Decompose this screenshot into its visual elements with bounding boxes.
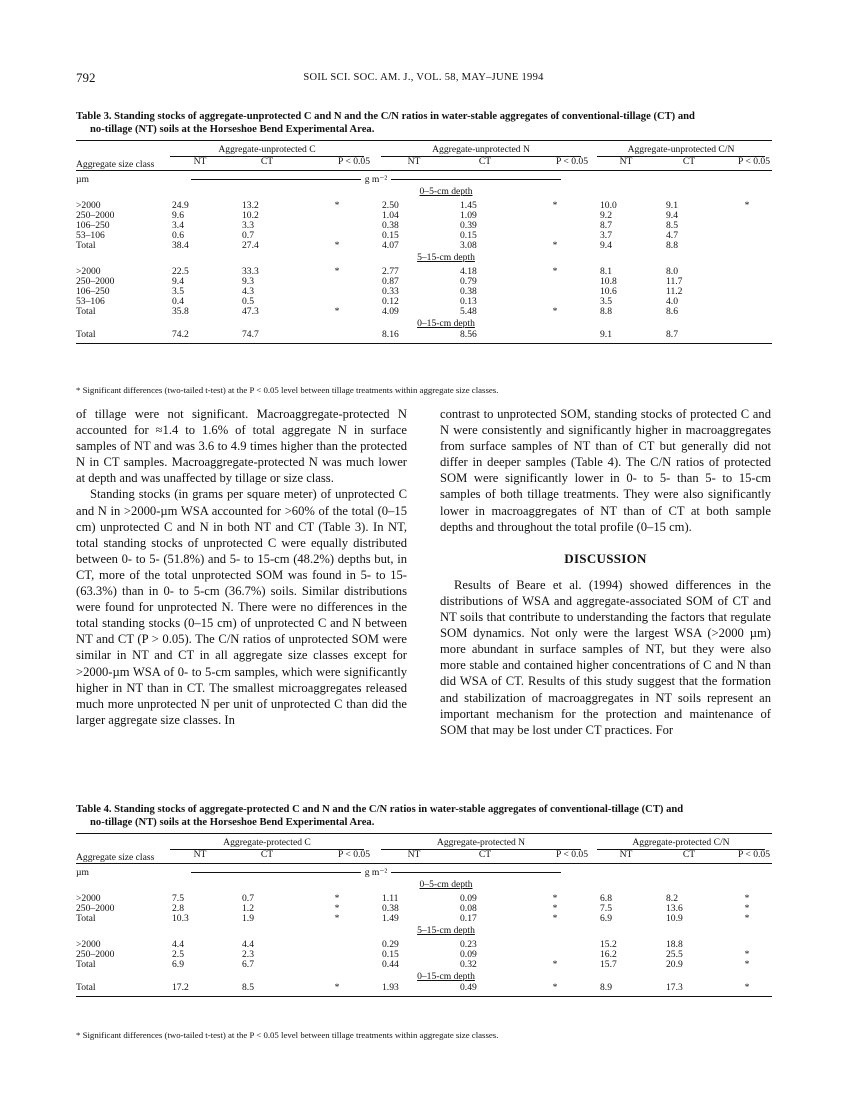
significance-mark: *	[334, 981, 340, 993]
value-cell	[520, 211, 590, 221]
table-row	[76, 982, 772, 996]
value-cell: 8.5	[242, 981, 254, 993]
value-cell	[722, 241, 772, 251]
value-cell	[722, 231, 772, 241]
subcolumn-header: P < 0.05	[738, 849, 770, 860]
value-cell: 0.79	[460, 276, 477, 287]
page-number: 792	[76, 70, 96, 85]
unit-label-gm2: g m⁻²	[364, 174, 388, 185]
value-cell	[722, 211, 772, 221]
discussion-heading: DISCUSSION	[564, 550, 647, 566]
size-class-cell: Total	[76, 913, 96, 924]
significance-mark: *	[334, 200, 340, 211]
value-cell	[722, 297, 772, 307]
table-row	[76, 263, 772, 277]
value-cell: 8.6	[666, 306, 678, 317]
value-cell: 0.5	[242, 296, 254, 307]
subcolumn-header: CT	[682, 156, 696, 167]
value-cell: 7.5	[600, 903, 612, 914]
value-cell	[302, 329, 372, 343]
table-row	[76, 960, 772, 970]
value-cell: 0.4	[172, 296, 184, 307]
value-cell: 3.7	[600, 230, 612, 241]
subcolumn-header: CT	[478, 849, 492, 860]
column-group-header: Aggregate-protected N	[381, 838, 582, 850]
size-class-cell: 250–2000	[76, 949, 115, 960]
value-cell: 9.1	[666, 200, 678, 211]
value-cell	[302, 936, 372, 950]
significance-mark: *	[552, 266, 558, 277]
value-cell: 10.9	[666, 913, 683, 924]
depth-row	[76, 970, 772, 982]
table4-caption-line1: Table 4. Standing stocks of aggregate-protected C and N and the C/N ratios in water-stable aggregates of conventional-tillage (CT) and	[76, 804, 684, 815]
header-subcolumn-row	[76, 157, 772, 171]
significance-mark: *	[552, 959, 558, 970]
significance-mark: *	[744, 981, 750, 993]
value-cell: 20.9	[666, 959, 683, 970]
value-cell: 10.3	[172, 913, 189, 924]
value-cell	[302, 950, 372, 960]
value-cell: 2.5	[172, 949, 184, 960]
value-cell: 0.39	[460, 220, 477, 231]
subcolumn-header: P < 0.05	[738, 156, 770, 167]
depth-row	[76, 185, 772, 197]
value-cell	[722, 329, 772, 343]
value-cell: 0.15	[382, 949, 399, 960]
value-cell: 33.3	[242, 266, 259, 277]
value-cell: 74.7	[242, 328, 259, 340]
value-cell: 0.38	[382, 220, 399, 231]
value-cell: 1.09	[460, 210, 477, 221]
value-cell	[722, 936, 772, 950]
depth-label: 0–5-cm depth	[419, 879, 473, 890]
value-cell: 74.2	[172, 328, 189, 340]
subcolumn-header: P < 0.05	[338, 156, 370, 167]
significance-mark: *	[334, 903, 340, 914]
significance-mark: *	[552, 981, 558, 993]
depth-label: 5–15-cm depth	[417, 925, 475, 936]
significance-mark: *	[552, 893, 558, 904]
value-cell: 9.1	[600, 328, 612, 340]
value-cell: 9.6	[172, 210, 184, 221]
value-cell: 9.3	[242, 276, 254, 287]
size-class-cell: 250–2000	[76, 276, 115, 287]
column-group-header: Aggregate-unprotected C/N	[597, 145, 764, 157]
value-cell: 3.4	[172, 220, 184, 231]
table3-caption-line2: no-tillage (NT) soils at the Horseshoe Bend Experimental Area.	[90, 124, 375, 135]
table-row	[76, 241, 772, 251]
value-cell: 8.8	[600, 306, 612, 317]
value-cell: 0.17	[460, 913, 477, 924]
value-cell: 5.48	[460, 306, 477, 317]
value-cell: 2.3	[242, 949, 254, 960]
size-class-cell: 53–106	[76, 296, 105, 307]
value-cell	[722, 221, 772, 231]
value-cell: 8.7	[600, 220, 612, 231]
value-cell: 22.5	[172, 266, 189, 277]
value-cell: 3.5	[600, 296, 612, 307]
value-cell: 11.7	[666, 276, 683, 287]
value-cell: 6.7	[242, 959, 254, 970]
significance-mark: *	[552, 200, 558, 211]
value-cell	[520, 936, 590, 950]
value-cell: 4.09	[382, 306, 399, 317]
value-cell: 0.49	[460, 981, 477, 993]
value-cell	[302, 960, 372, 970]
table4-caption	[76, 803, 771, 829]
value-cell: 3.08	[460, 240, 477, 251]
value-cell: 9.4	[666, 210, 678, 221]
subcolumn-header: P < 0.05	[556, 849, 588, 860]
unit-dash-right	[391, 872, 561, 873]
size-class-cell: Total	[76, 306, 96, 317]
value-cell: 11.2	[666, 286, 683, 297]
column-group-header: Aggregate-protected C	[170, 838, 363, 850]
right-paragraph-1: contrast to unprotected SOM, standing stocks of protected C and N were consistently and significantly higher in macroaggregates from surface samples of NT than of CT but generally did not differ in deeper samples (Table 4). The C/N ratios of protected SOM were significantly lower in 0- to 5- than 5- to 15-cm samples of both tillage treatments. They were also significantly lower in macroaggregates of NT than of CT at both sample depths and throughout the total profile (0–15 cm).	[440, 407, 771, 534]
left-text-column	[76, 406, 407, 728]
depth-label: 0–5-cm depth	[419, 186, 473, 197]
header-subcolumn-row	[76, 850, 772, 864]
table-row	[76, 890, 772, 904]
value-cell: 8.56	[460, 328, 477, 340]
depth-label: 0–15-cm depth	[417, 318, 475, 329]
value-cell: 3.5	[172, 286, 184, 297]
value-cell: 8.1	[600, 266, 612, 277]
column-group-header: Aggregate-protected C/N	[597, 838, 764, 850]
value-cell: 9.2	[600, 210, 612, 221]
size-class-cell: 250–2000	[76, 903, 115, 914]
table3-caption	[76, 110, 771, 136]
significance-mark: *	[552, 903, 558, 914]
value-cell: 9.4	[600, 240, 612, 251]
value-cell: 24.9	[172, 200, 189, 211]
value-cell: 4.18	[460, 266, 477, 277]
significance-mark: *	[744, 913, 750, 924]
significance-mark: *	[334, 266, 340, 277]
value-cell: 4.4	[172, 939, 184, 950]
value-cell: 6.9	[600, 913, 612, 924]
unit-dash-left	[191, 872, 361, 873]
value-cell: 27.4	[242, 240, 259, 251]
value-cell: 6.8	[600, 893, 612, 904]
value-cell: 0.29	[382, 939, 399, 950]
value-cell: 1.49	[382, 913, 399, 924]
value-cell: 4.0	[666, 296, 678, 307]
table4-caption-line2: no-tillage (NT) soils at the Horseshoe Bend Experimental Area.	[90, 817, 375, 828]
significance-mark: *	[744, 959, 750, 970]
value-cell: 9.4	[172, 276, 184, 287]
unit-label-gm2: g m⁻²	[364, 867, 388, 878]
value-cell: 4.3	[242, 286, 254, 297]
value-cell	[722, 263, 772, 277]
value-cell	[722, 277, 772, 287]
depth-label: 0–15-cm depth	[417, 971, 475, 982]
significance-mark: *	[334, 240, 340, 251]
subcolumn-header: CT	[478, 156, 492, 167]
subcolumn-header: NT	[407, 849, 421, 860]
value-cell: 25.5	[666, 949, 683, 960]
units-row	[76, 864, 772, 879]
significance-mark: *	[334, 893, 340, 904]
value-cell: 8.9	[600, 981, 612, 993]
value-cell: 6.9	[172, 959, 184, 970]
value-cell: 3.3	[242, 220, 254, 231]
value-cell: 0.32	[460, 959, 477, 970]
column-group-header: Aggregate-unprotected N	[381, 145, 582, 157]
size-class-cell: 106–250	[76, 286, 110, 297]
significance-mark: *	[744, 949, 750, 960]
table-row	[76, 936, 772, 950]
table3	[76, 140, 772, 344]
unit-label-um: µm	[76, 174, 89, 185]
value-cell	[722, 307, 772, 317]
subcolumn-header: CT	[260, 156, 274, 167]
significance-mark: *	[744, 903, 750, 914]
value-cell: 8.2	[666, 893, 678, 904]
size-class-cell: 53–106	[76, 230, 105, 241]
value-cell: 4.4	[242, 939, 254, 950]
value-cell: 0.15	[460, 230, 477, 241]
header-group-row	[76, 834, 772, 851]
unit-dash-right	[391, 179, 561, 180]
significance-mark: *	[552, 913, 558, 924]
header-group-row	[76, 141, 772, 158]
size-class-cell: >2000	[76, 266, 101, 277]
value-cell: 4.07	[382, 240, 399, 251]
value-cell	[722, 287, 772, 297]
value-cell	[302, 287, 372, 297]
value-cell: 1.45	[460, 200, 477, 211]
right-text-column	[440, 406, 771, 738]
value-cell	[302, 211, 372, 221]
value-cell: 0.09	[460, 893, 477, 904]
value-cell: 10.6	[600, 286, 617, 297]
value-cell: 16.2	[600, 949, 617, 960]
unit-dash-left	[191, 179, 361, 180]
table3-footnote: * Significant differences (two-tailed t-test) at the P < 0.05 level between tillage treatments within aggregate size classes.	[76, 385, 499, 395]
value-cell: 1.93	[382, 981, 399, 993]
size-class-cell: 106–250	[76, 220, 110, 231]
row-header-label: Aggregate size class	[76, 159, 155, 170]
running-header	[76, 70, 771, 86]
value-cell	[302, 221, 372, 231]
value-cell: 2.77	[382, 266, 399, 277]
size-class-cell: Total	[76, 959, 96, 970]
value-cell: 1.9	[242, 913, 254, 924]
subcolumn-header: CT	[260, 849, 274, 860]
significance-mark: *	[552, 306, 558, 317]
value-cell	[302, 277, 372, 287]
value-cell: 8.7	[666, 328, 678, 340]
right-paragraph-2: Results of Beare et al. (1994) showed differences in the distributions of WSA and aggregate-associated SOM of CT and NT soils that contribute to understanding the factors that regulate SOM dynamics. Not only were the largest WSA (>2000 µm) more abundant in surface samples of NT, but they were also more stable and contained higher concentrations of C and N than did WSA of CT. Results of this study suggest that the formation and stabilization of macroaggregates in NT soils represent an important mechanism for the protection and maintenance of SOM that may be lost under CT practices. For	[440, 577, 771, 737]
subcolumn-header: P < 0.05	[338, 849, 370, 860]
table-row	[76, 329, 772, 343]
size-class-cell: >2000	[76, 893, 101, 904]
size-class-cell: 250–2000	[76, 210, 115, 221]
value-cell: 0.38	[460, 286, 477, 297]
value-cell	[520, 277, 590, 287]
significance-mark: *	[552, 240, 558, 251]
size-class-cell: >2000	[76, 939, 101, 950]
value-cell: 10.2	[242, 210, 259, 221]
depth-row	[76, 251, 772, 263]
value-cell: 0.33	[382, 286, 399, 297]
value-cell: 8.5	[666, 220, 678, 231]
subcolumn-header: NT	[619, 156, 633, 167]
size-class-cell: >2000	[76, 200, 101, 211]
value-cell: 10.8	[600, 276, 617, 287]
value-cell: 0.09	[460, 949, 477, 960]
significance-mark: *	[334, 913, 340, 924]
value-cell: 0.08	[460, 903, 477, 914]
significance-mark: *	[744, 200, 750, 211]
value-cell: 0.6	[172, 230, 184, 241]
subcolumn-header: CT	[682, 849, 696, 860]
value-cell: 10.0	[600, 200, 617, 211]
value-cell: 17.3	[666, 981, 683, 993]
value-cell	[520, 329, 590, 343]
value-cell: 2.8	[172, 903, 184, 914]
value-cell: 15.2	[600, 939, 617, 950]
value-cell: 13.6	[666, 903, 683, 914]
value-cell: 47.3	[242, 306, 259, 317]
left-paragraph-2: Standing stocks (in grams per square meter) of unprotected C and N in >2000-µm WSA accounted for >60% of the total (0–15 cm) unprotected C and N in both NT and CT (Table 3). In NT, total standing stocks of unprotected C were equally distributed between 0- to 5- (51.8%) and 5- to 15-cm (48.2%) depths but, in CT, more of the total unprotected SOM was found in 5- to 15- (63.3%) than in 0- to 5-cm (36.7%) soils. Similar distributions were found for unprotected N. There were no differences in the total standing stocks (0–15 cm) of unprotected C and N between NT and CT (P > 0.05). The C/N ratios of unprotected SOM were similar in NT and CT in all aggregate size classes except for >2000-µm WSA of 0- to 5-cm samples, which were significantly higher in NT than in CT. The smallest microaggregates released much more unprotected N per unit of unprotected C than did the larger aggregate size classes. In	[76, 487, 407, 727]
size-class-cell: Total	[76, 328, 96, 340]
value-cell: 13.2	[242, 200, 259, 211]
value-cell: 8.16	[382, 328, 399, 340]
value-cell: 0.12	[382, 296, 399, 307]
value-cell: 0.15	[382, 230, 399, 241]
depth-label: 5–15-cm depth	[417, 252, 475, 263]
depth-row	[76, 878, 772, 890]
subcolumn-header: NT	[193, 156, 207, 167]
table-row	[76, 307, 772, 317]
value-cell: 1.11	[382, 893, 399, 904]
table-row	[76, 914, 772, 924]
size-class-cell: Total	[76, 981, 96, 993]
value-cell: 1.2	[242, 903, 254, 914]
subcolumn-header: NT	[619, 849, 633, 860]
significance-mark: *	[744, 893, 750, 904]
subcolumn-header: NT	[193, 849, 207, 860]
units-row	[76, 171, 772, 186]
value-cell: 18.8	[666, 939, 683, 950]
value-cell: 8.8	[666, 240, 678, 251]
table-row	[76, 197, 772, 211]
value-cell: 2.50	[382, 200, 399, 211]
table4	[76, 833, 772, 997]
column-group-header: Aggregate-unprotected C	[170, 145, 363, 157]
value-cell: 1.04	[382, 210, 399, 221]
depth-row	[76, 317, 772, 329]
value-cell: 0.44	[382, 959, 399, 970]
value-cell: 0.23	[460, 939, 477, 950]
value-cell: 0.87	[382, 276, 399, 287]
value-cell: 38.4	[172, 240, 189, 251]
row-header-label: Aggregate size class	[76, 852, 155, 863]
depth-row	[76, 924, 772, 936]
value-cell: 0.7	[242, 893, 254, 904]
subcolumn-header: NT	[407, 156, 421, 167]
value-cell	[520, 287, 590, 297]
value-cell: 15.7	[600, 959, 617, 970]
size-class-cell: Total	[76, 240, 96, 251]
unit-label-um: µm	[76, 867, 89, 878]
table4-footnote: * Significant differences (two-tailed t-test) at the P < 0.05 level between tillage treatments within aggregate size classes.	[76, 1030, 499, 1040]
value-cell: 7.5	[172, 893, 184, 904]
value-cell: 0.38	[382, 903, 399, 914]
value-cell: 8.0	[666, 266, 678, 277]
value-cell: 0.13	[460, 296, 477, 307]
significance-mark: *	[334, 306, 340, 317]
value-cell: 17.2	[172, 981, 189, 993]
journal-citation: SOIL SCI. SOC. AM. J., VOL. 58, MAY–JUNE 1994	[303, 72, 544, 83]
left-paragraph-1: of tillage were not significant. Macroaggregate-protected N accounted for ≈1.4 to 1.6% of total aggregate N in surface samples of NT and was 3.6 to 4.9 times higher than the protected N in CT samples. Macroaggregate-protected N was much lower at depth and was unaffected by tillage or size class.	[76, 407, 407, 486]
value-cell: 4.7	[666, 230, 678, 241]
value-cell	[520, 221, 590, 231]
value-cell: 0.7	[242, 230, 254, 241]
subcolumn-header: P < 0.05	[556, 156, 588, 167]
table3-caption-line1: Table 3. Standing stocks of aggregate-unprotected C and N and the C/N ratios in water-stable aggregates of conventional-tillage (CT) and	[76, 111, 695, 122]
value-cell: 35.8	[172, 306, 189, 317]
